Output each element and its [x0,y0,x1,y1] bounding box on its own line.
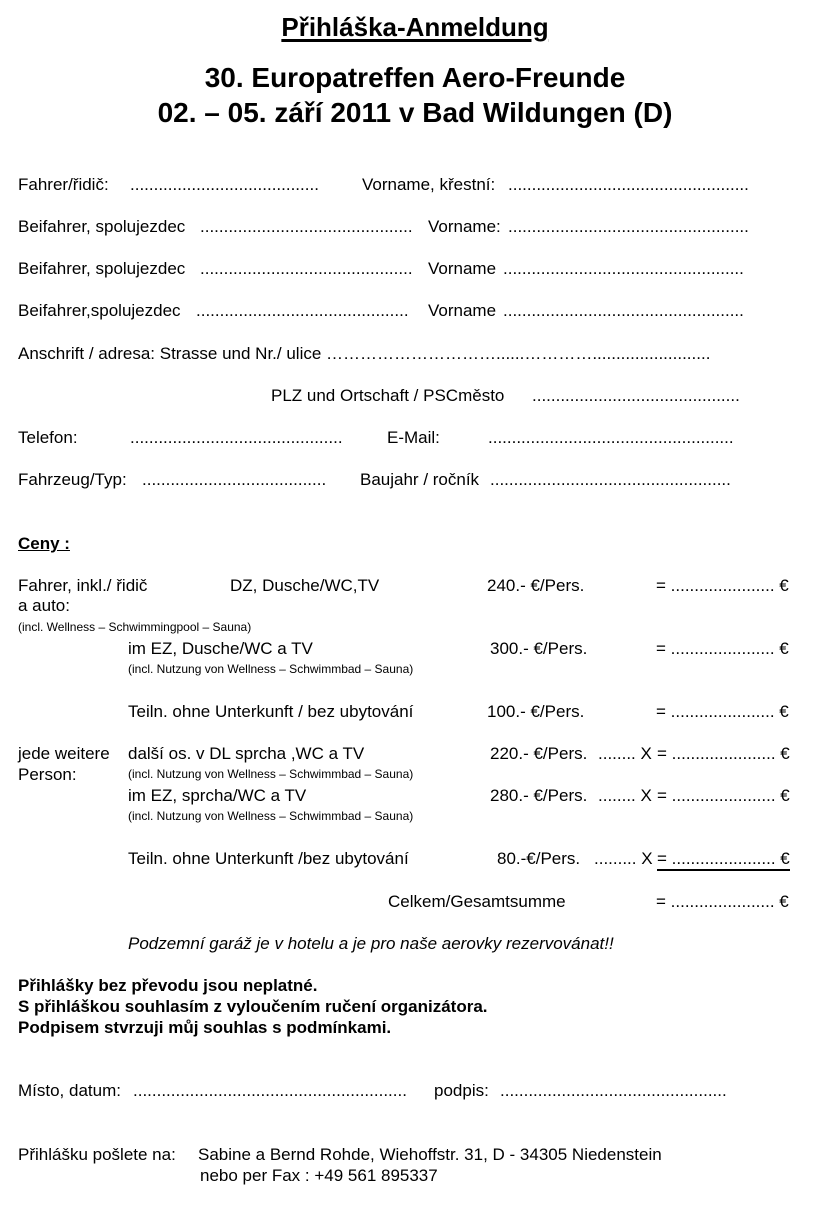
vehicle-field[interactable]: ....................................... [142,470,327,489]
codriver-3-field[interactable]: ............................................. [196,301,409,320]
price-row-result-field[interactable]: = ...................... € [657,849,790,871]
place-date-field[interactable]: .......................................................... [133,1081,407,1100]
price-row-result-field[interactable]: = ...................... € [656,576,789,595]
price-row-result-field[interactable]: = ...................... € [657,786,790,805]
price-row-desc: další os. v DL sprcha ,WC a TV [128,744,365,763]
garage-note: Podzemní garáž je v hotelu a je pro naše aerovky rezervovánat!! [128,934,614,953]
price-row-price: 240.- €/Pers. [487,576,585,595]
driver-firstname-field[interactable]: ................................................... [508,175,749,194]
terms-line-2: S přihláškou souhlasím z vyloučením ručení organizátora. [18,997,488,1016]
codriver-1-firstname-field[interactable]: ................................................... [508,217,749,236]
signature-field[interactable]: ................................................ [500,1081,727,1100]
price-row-price: 280.- €/Pers. [490,786,588,805]
price-row-note: (incl. Nutzung von Wellness – Schwimmbad – Sauna) [128,809,414,823]
codriver-3-firstname-label: Vorname [428,301,497,320]
total-label: Celkem/Gesamtsumme [388,892,566,911]
codriver-1-field[interactable]: ............................................. [200,217,413,236]
price-row-count-field[interactable]: ........ X [598,786,652,805]
codriver-2-field[interactable]: ............................................. [200,259,413,278]
price-row-result-field[interactable]: = ...................... € [656,702,789,721]
codriver-2-label: Beifahrer, spolujezdec [18,259,186,278]
price-row-price: 100.- €/Pers. [487,702,585,721]
price-row-result-field[interactable]: = ...................... € [656,639,789,658]
price-row-price: 80.-€/Pers. [497,849,581,868]
email-field[interactable]: .................................................... [488,428,734,447]
email-label: E-Mail: [387,428,440,447]
group-driver-label-2: a auto: [18,596,70,615]
codriver-2-firstname-label: Vorname [428,259,497,278]
phone-label: Telefon: [18,428,78,447]
driver-firstname-label: Vorname, křestní: [362,175,496,194]
phone-field[interactable]: ............................................. [130,428,343,447]
terms-line-3: Podpisem stvrzuji můj souhlas s podmínkami. [18,1018,392,1037]
fax-line: nebo per Fax : +49 561 895337 [200,1166,438,1185]
event-dates: 02. – 05. září 2011 v Bad Wildungen (D) [157,97,673,128]
terms-line-1: Přihlášky bez převodu jsou neplatné. [18,976,318,995]
price-row-desc: Teiln. ohne Unterkunft /bez ubytování [128,849,409,868]
codriver-2-firstname-field[interactable]: ................................................... [503,259,744,278]
price-row-price: 220.- €/Pers. [490,744,588,763]
price-row-desc: Teiln. ohne Unterkunft / bez ubytování [128,702,414,721]
address-field[interactable]: …………………………......…………......................... [326,344,711,363]
price-row-note: (incl. Nutzung von Wellness – Schwimmbad – Sauna) [128,767,414,781]
price-row-result-field[interactable]: = ...................... € [657,744,790,763]
group-driver-label: Fahrer, inkl./ řidič [18,576,148,595]
driver-label: Fahrer/řidič: [18,175,109,194]
codriver-1-label: Beifahrer, spolujezdec [18,217,186,236]
address-label: Anschrift / adresa: Strasse und Nr./ ulice [18,344,322,363]
signature-label: podpis: [434,1081,489,1100]
price-row-desc: DZ, Dusche/WC,TV [230,576,380,595]
price-row-desc: im EZ, Dusche/WC a TV [128,639,313,658]
event-title: 30. Europatreffen Aero-Freunde [204,62,626,93]
plz-field[interactable]: ............................................ [532,386,740,405]
group-extra-label: jede weitere [18,744,110,763]
price-row-desc: im EZ, sprcha/WC a TV [128,786,307,805]
vehicle-label: Fahrzeug/Typ: [18,470,127,489]
group-extra-label-2: Person: [18,765,77,784]
price-row-price: 300.- €/Pers. [490,639,588,658]
price-row-count-field[interactable]: ......... X [594,849,653,868]
codriver-3-label: Beifahrer,spolujezdec [18,301,181,320]
driver-name-field[interactable]: ........................................ [130,175,319,194]
place-date-label: Místo, datum: [18,1081,121,1100]
form-title: Přihláška-Anmeldung [281,12,549,42]
send-to-label: Přihlášku pošlete na: [18,1145,176,1164]
year-label: Baujahr / ročník [360,470,480,489]
send-to-address: Sabine a Bernd Rohde, Wiehoffstr. 31, D - 34305 Niedenstein [198,1145,662,1164]
price-row-count-field[interactable]: ........ X [598,744,652,763]
codriver-1-firstname-label: Vorname: [428,217,501,236]
total-result-field[interactable]: = ...................... € [656,892,789,911]
prices-heading: Ceny : [18,534,70,553]
price-row-note: (incl. Nutzung von Wellness – Schwimmbad – Sauna) [128,662,414,676]
year-field[interactable]: ................................................... [490,470,731,489]
plz-label: PLZ und Ortschaft / PSCměsto [271,386,505,405]
group-driver-note: (incl. Wellness – Schwimmingpool – Sauna) [18,620,252,634]
codriver-3-firstname-field[interactable]: ................................................... [503,301,744,320]
